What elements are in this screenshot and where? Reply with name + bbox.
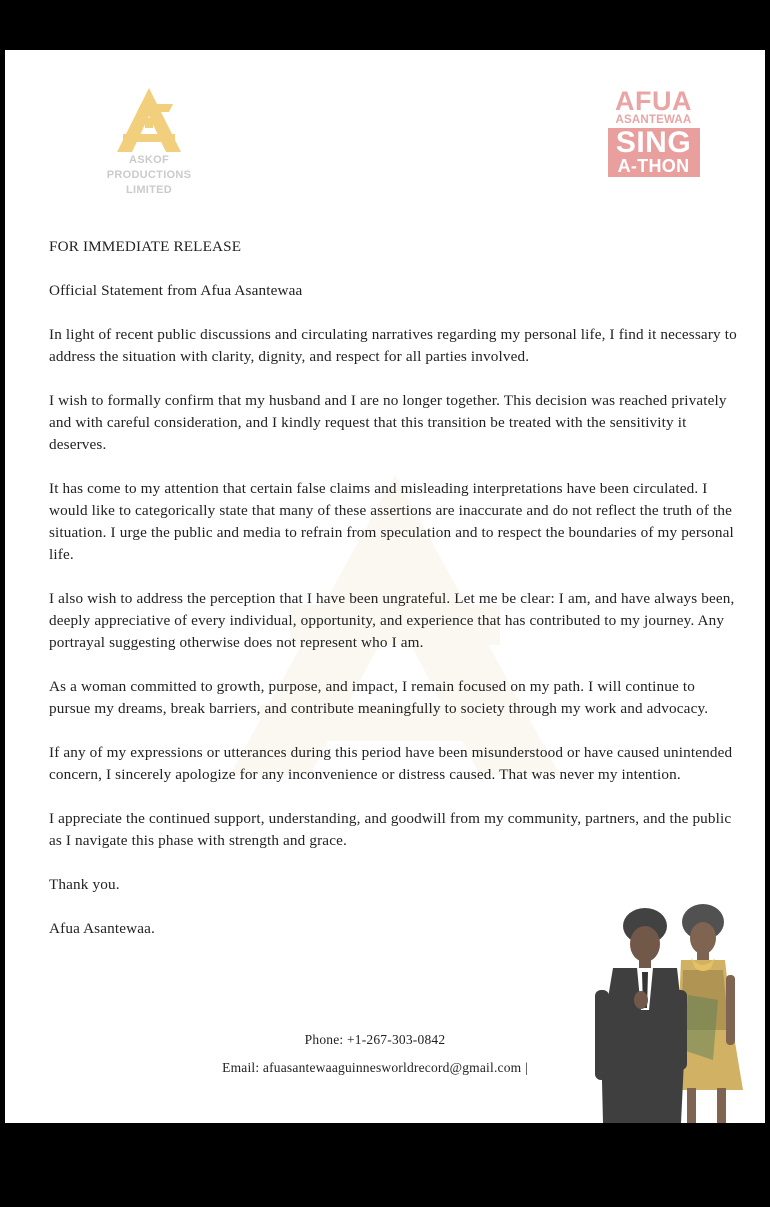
logo-right-afua: AFUA — [615, 86, 692, 116]
paragraph-1: In light of recent public discussions and circulating narratives regarding my personal life, I find it necessary to address the situation with clarity, dignity, and respect for all parties involved. — [49, 326, 737, 365]
askof-logo — [93, 88, 205, 203]
letter-subheading: Official Statement from Afua Asantewaa — [49, 282, 303, 299]
paragraph-2: I wish to formally confirm that my husband and I are no longer together. This decision was reached privately and with careful consideration, and I kindly request that this transition be treated with the sensitivity it deserves. — [49, 392, 727, 453]
letter-heading: FOR IMMEDIATE RELEASE — [49, 238, 242, 255]
paragraph-3: It has come to my attention that certain false claims and misleading interpretations have been circulated. I would like to categorically state that many of these assertions are inaccurate and do not reflect the truth of the situation. I urge the public and media to refrain from speculation and to respect the boundaries of my personal life. — [49, 480, 734, 563]
contact-phone: Phone: +1-267-303-0842 — [304, 1032, 446, 1047]
portrait-photo-icon — [583, 900, 763, 1123]
letter-body — [49, 236, 739, 962]
logo-right-asantewaa: ASANTEWAA — [615, 114, 692, 126]
contact-email: Email: afuasantewaaguinnesworldrecord@gmail.com | — [222, 1060, 528, 1075]
logo-right-box — [608, 128, 700, 177]
askof-a-icon — [117, 88, 181, 152]
signature: Afua Asantewaa. — [49, 920, 155, 937]
paragraph-7: I appreciate the continued support, understanding, and goodwill from my community, partners, and the public as I navigate this phase with strength and grace. — [49, 810, 732, 849]
logo-left-line-2: PRODUCTIONS — [106, 169, 192, 181]
afua-singathon-logo — [606, 88, 701, 182]
logo-right-athon: A-THON — [617, 156, 690, 176]
logo-right-sing: SING — [615, 126, 692, 159]
logo-left-line-3: LIMITED — [125, 184, 173, 196]
closing: Thank you. — [49, 876, 120, 893]
letter-page — [5, 50, 765, 1123]
paragraph-6: If any of my expressions or utterances during this period have been misunderstood or have caused unintended concern, I sincerely apologize for any inconvenience or distress caused. That was never my intention. — [49, 744, 733, 783]
paragraph-4: I also wish to address the perception that I have been ungrateful. Let me be clear: I am, and have always been, deeply appreciative of every individual, opportunity, and experience that has contributed to my journey. Any portrayal suggesting otherwise does not represent who I am. — [49, 590, 735, 651]
logo-left-line-1: ASKOF — [129, 154, 169, 166]
paragraph-5: As a woman committed to growth, purpose, and impact, I remain focused on my path. I will continue to pursue my dreams, break barriers, and contribute meaningfully to society through my work and advocacy. — [49, 678, 709, 717]
